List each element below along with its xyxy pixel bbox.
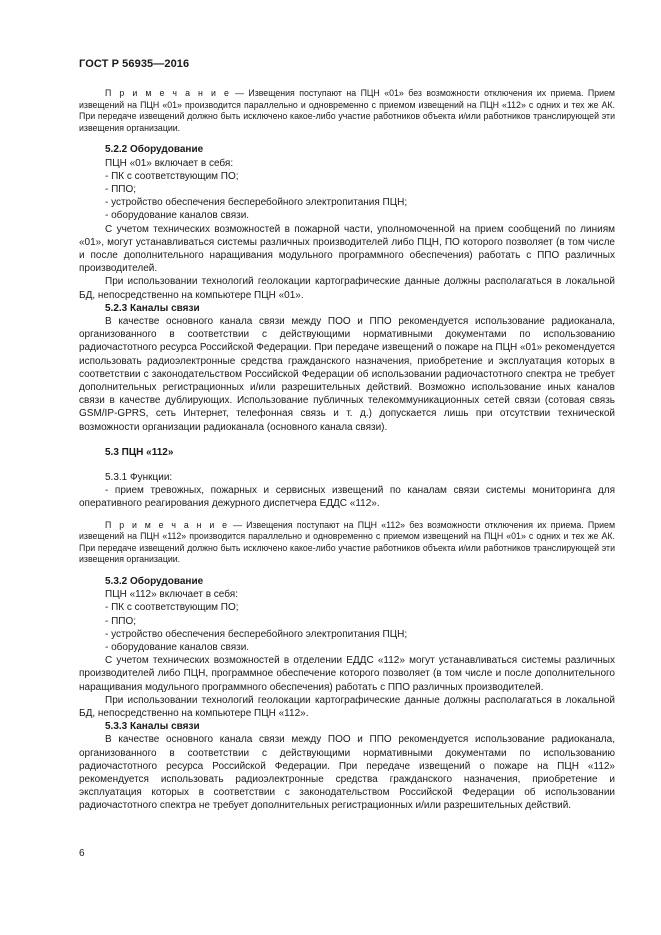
- document-header: ГОСТ Р 56935—2016: [79, 58, 190, 70]
- s522-paragraph-1: С учетом технических возможностей в пожарной части, уполномоченной на прием сообщений по линиям «01», могут устанавливаться системы различных производителей либо ПЦН, ПО которого позволяет (в том числе и после дополнительного наращивания модульного программного обеспечения) работать с ППО различных производителей.: [79, 223, 615, 275]
- s532-paragraph-2: При использовании технологий геолокации картографические данные должны располагаться в локальной БД, непосредственно на компьютере ПЦН «112».: [79, 694, 615, 720]
- note-1-label: П р и м е ч а н и е: [105, 88, 231, 98]
- heading-5-2-2: 5.2.2 Оборудование: [105, 144, 204, 156]
- s522-paragraph-2: При использовании технологий геолокации картографические данные должны располагаться в локальной БД, непосредственно на компьютере ПЦН «01».: [79, 276, 615, 301]
- heading-5-3-3: 5.3.3 Каналы связи: [105, 721, 200, 733]
- heading-5-3: 5.3 ПЦН «112»: [105, 446, 174, 458]
- s532-item-3: - устройство обеспечения бесперебойного электропитания ПЦН;: [105, 628, 408, 640]
- s522-item-2: - ППО;: [105, 183, 137, 195]
- document-body: [79, 88, 615, 813]
- s532-item-2: - ППО;: [105, 615, 137, 627]
- note-2-text: — Извещения поступают на ПЦН «112» без возможности отключения их приема. Прием извещений на ПЦН «112» производится параллельно и одновременно с приемом извещений на ПЦН «01» с одних и тех же АК. При передаче извещений должно быть исключено какое-либо участие работников объекта и/или работников транслирующей эти извещения организации.: [79, 519, 615, 565]
- s532-item-1: - ПК с соответствующим ПО;: [105, 602, 239, 614]
- s522-item-4: - оборудование каналов связи.: [105, 210, 250, 222]
- s531-item: - прием тревожных, пожарных и сервисных извещений по каналам связи системы мониторинга для оперативного реагирования дежурного диспетчера ЕДДС «112».: [79, 485, 615, 510]
- note-2: [79, 520, 615, 566]
- note-1: [79, 88, 615, 134]
- s522-item-3: - устройство обеспечения бесперебойного электропитания ПЦН;: [105, 197, 408, 209]
- page-number: 6: [79, 848, 85, 859]
- s522-intro: ПЦН «01» включает в себя:: [105, 157, 234, 169]
- note-1-text: — Извещения поступают на ПЦН «01» без возможности отключения их приема. Прием извещений на ПЦН «01» производится параллельно и одновременно с приемом извещений на ПЦН «112» с одних и тех же АК. При передаче извещений должно быть исключено какое-либо участие работников объекта и/или работников транслирующей эти извещения организации.: [79, 88, 615, 133]
- note-2-label: П р и м е ч а н и е: [105, 519, 229, 530]
- heading-5-3-2: 5.3.2 Оборудование: [105, 576, 204, 588]
- s532-item-4: - оборудование каналов связи.: [105, 642, 250, 654]
- heading-5-2-3: 5.2.3 Каналы связи: [105, 302, 200, 314]
- heading-5-3-1: 5.3.1 Функции:: [105, 472, 173, 484]
- s523-paragraph-1: В качестве основного канала связи между ПОО и ППО рекомендуется использование радиоканала, организованного в соответствии с действующими нормативными документами по использованию радиочастотного ресурса Российской Федерации. При передаче извещений о пожаре на ПЦН «01» рекомендуется использовать радиоэлектронные средства гражданского назначения, приобретение и эксплуатация которых в соответствии с законодательством Российской Федерации об использовании радиочастотного спектра не требует дополнительных регистрационных и/или разрешительных действий. Возможно использование иных каналов связи в качестве дублирующих. Использование публичных телекоммуникационных сетей связи (сотовая связь GSM/IP-GPRS, сеть Интернет, телефонная связь и т. д.) допускается лишь при отсутствии технической возможности организации радиоканала (основного канала связи).: [79, 316, 615, 433]
- s532-intro: ПЦН «112» включает в себя:: [105, 589, 238, 601]
- s533-paragraph-1: В качестве основного канала связи между ПОО и ППО рекомендуется использование радиоканала, организованного в соответствии с действующими нормативными документами по использованию радиочастотного ресурса Российской Федерации. При передаче извещений о пожаре на ПЦН «112» рекомендуется использовать радиоэлектронные средства гражданского назначения, приобретение и эксплуатация которых в соответствии с законодательством Российской Федерации об использовании радиочастотного спектра не требует дополнительных регистрационных и/или разрешительных действий.: [79, 734, 615, 812]
- s532-paragraph-1: С учетом технических возможностей в отделении ЕДДС «112» могут устанавливаться системы различных производителей либо ПЦН, программное обеспечение которого позволяет (в том числе и после дополнительного наращивания модульного программного обеспечения) работать с ППО различных производителей.: [79, 655, 615, 693]
- s522-item-1: - ПК с соответствующим ПО;: [105, 170, 239, 182]
